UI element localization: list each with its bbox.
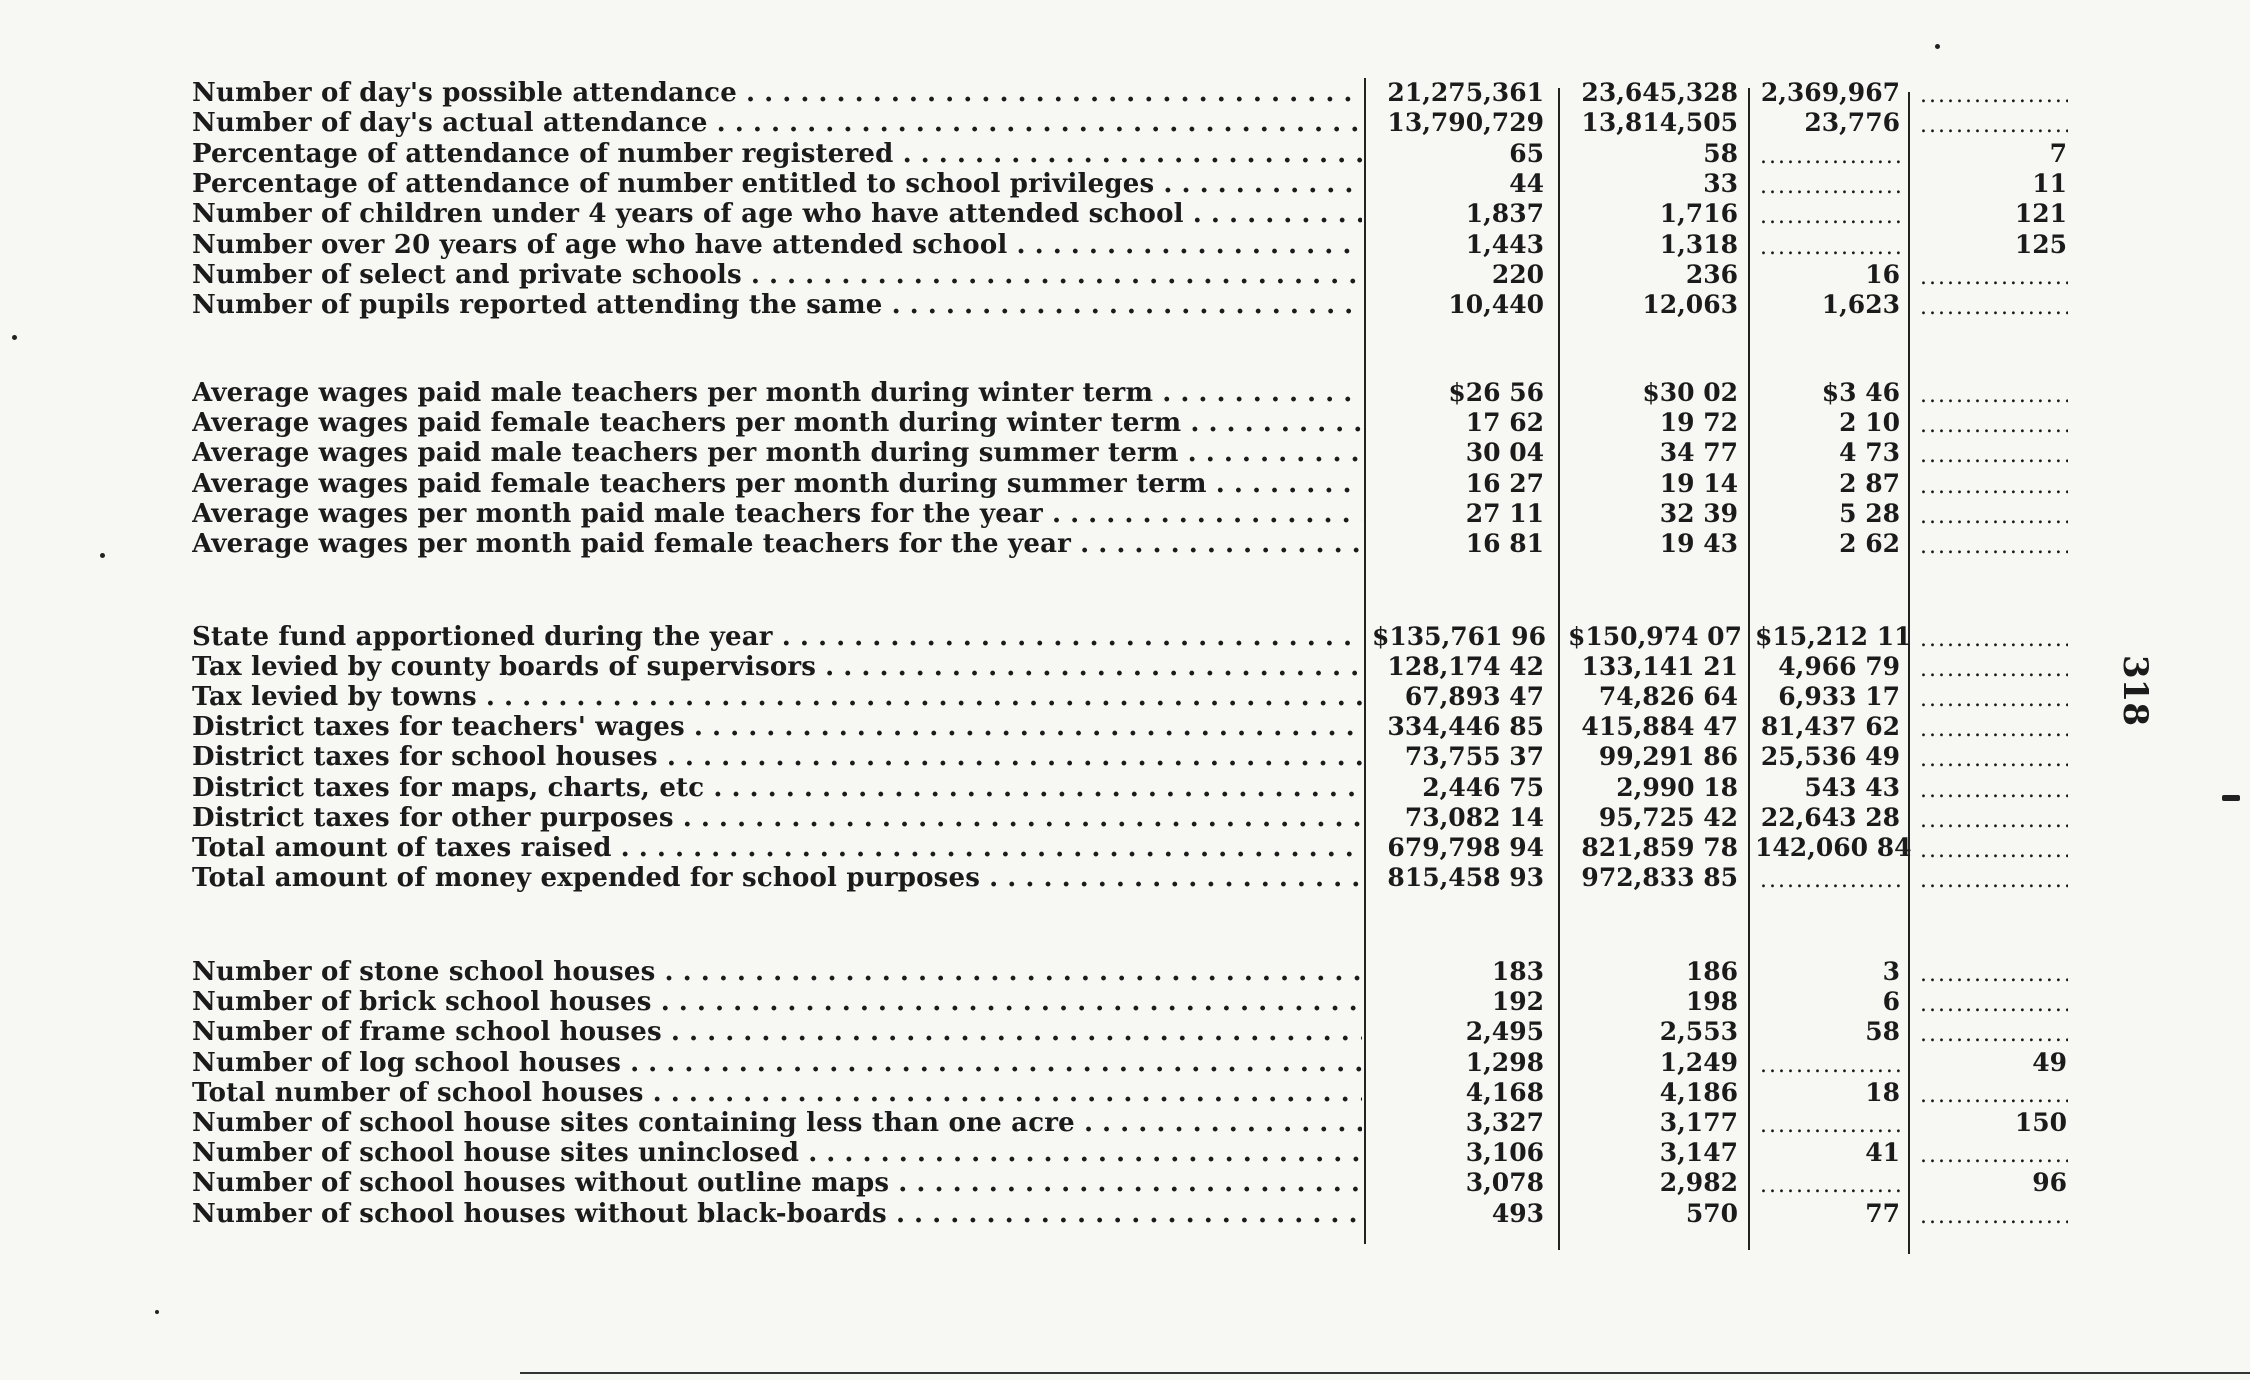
- cell-c1: 3,327: [1465, 1108, 1544, 1137]
- row-label: Number over 20 years of age who have attended school . . .: [192, 230, 1362, 260]
- cell-c1: 2,446 75: [1422, 772, 1544, 802]
- table-row: [0, 290, 2250, 320]
- dot-leader: [1920, 535, 2068, 559]
- cell-c3: 1,623: [1821, 290, 1900, 320]
- cell-c2: 1,716: [1659, 199, 1738, 229]
- cell-c2: 972,833 85: [1581, 862, 1738, 892]
- row-label: Number of school house sites uninclosed . . .: [192, 1138, 1362, 1168]
- table-row: [0, 833, 2250, 863]
- dot-leader: [1920, 266, 2068, 290]
- cell-c2: 13,814,505: [1581, 108, 1738, 138]
- cell-c1: 67,893 47: [1404, 682, 1544, 712]
- cell-c3: 41: [1865, 1138, 1900, 1168]
- dot-leader: [1920, 1084, 2068, 1108]
- row-label: Tax levied by towns . . .: [192, 682, 1362, 712]
- table-row: [0, 499, 2250, 529]
- cell-c1: 65: [1509, 138, 1544, 168]
- table-row: [0, 469, 2250, 499]
- dot-leader: [1760, 175, 1900, 199]
- row-label: Number of select and private schools . . .: [192, 260, 1362, 290]
- dot-leader: [1760, 236, 1900, 260]
- table-row: [0, 1168, 2250, 1198]
- cell-c1: 1,837: [1465, 199, 1544, 229]
- row-label: Number of children under 4 years of age who have attended school . . .: [192, 199, 1362, 229]
- row-label: Average wages per month paid male teachers for the year . . .: [192, 499, 1362, 529]
- ink-spot: [155, 1310, 159, 1314]
- row-label: Total amount of taxes raised . . .: [192, 833, 1362, 863]
- cell-c2: 198: [1685, 987, 1738, 1017]
- row-label: Number of brick school houses . . .: [192, 987, 1362, 1017]
- cell-c4: 49: [2032, 1047, 2067, 1077]
- cell-c1: 815,458 93: [1387, 862, 1544, 892]
- table-row: [0, 712, 2250, 742]
- cell-c3: 23,776: [1804, 108, 1900, 138]
- cell-c3: 3: [1882, 957, 1900, 986]
- dot-leader: [1920, 1023, 2068, 1047]
- cell-c2: 58: [1703, 138, 1738, 168]
- dot-leader: [1920, 384, 2068, 408]
- table-row: [0, 378, 2250, 408]
- table-row: [0, 529, 2250, 559]
- table-row: [0, 1078, 2250, 1108]
- row-label: Number of log school houses . . .: [192, 1048, 1362, 1078]
- cell-c2: 3,147: [1659, 1138, 1738, 1168]
- dot-leader: [1920, 718, 2068, 742]
- cell-c1: 16 27: [1465, 468, 1544, 498]
- cell-c2: 415,884 47: [1581, 712, 1738, 742]
- row-label: Number of school house sites containing less than one acre . . .: [192, 1108, 1362, 1138]
- cell-c2: 19 14: [1659, 468, 1738, 498]
- dot-leader: [1920, 688, 2068, 712]
- table-row: [0, 108, 2250, 138]
- table-row: [0, 169, 2250, 199]
- cell-c1: 16 81: [1465, 529, 1544, 558]
- row-label: Average wages paid female teachers per month during summer term . . .: [192, 469, 1362, 499]
- row-label: Average wages per month paid female teachers for the year . . .: [192, 529, 1362, 559]
- cell-c2: 570: [1685, 1198, 1738, 1228]
- table-row: [0, 742, 2250, 772]
- cell-c1: 1,298: [1465, 1047, 1544, 1077]
- row-label: Total number of school houses . . .: [192, 1078, 1362, 1108]
- cell-c3: 2 87: [1839, 468, 1900, 498]
- cell-c2: 23,645,328: [1581, 78, 1738, 107]
- row-label: Number of day's actual attendance . . .: [192, 108, 1362, 138]
- cell-c3: 2,369,967: [1760, 78, 1900, 107]
- row-label: Number of school houses without black-boards . . .: [192, 1199, 1362, 1229]
- cell-c3: 25,536 49: [1760, 742, 1900, 772]
- row-label: District taxes for maps, charts, etc . . .: [192, 773, 1362, 803]
- row-label: Number of frame school houses . . .: [192, 1017, 1362, 1047]
- dot-leader: [1920, 839, 2068, 863]
- table-row: [0, 652, 2250, 682]
- table-row: [0, 438, 2250, 468]
- cell-c3: 4,966 79: [1778, 652, 1900, 682]
- cell-c2: 3,177: [1659, 1108, 1738, 1137]
- table-row: [0, 773, 2250, 803]
- table-row: [0, 1199, 2250, 1229]
- table-row: [0, 1048, 2250, 1078]
- cell-c2: $150,974 07: [1568, 622, 1742, 651]
- cell-c3: 142,060 84: [1755, 832, 1912, 862]
- dot-leader: [1920, 475, 2068, 499]
- cell-c2: 4,186: [1659, 1077, 1738, 1107]
- table-row: [0, 957, 2250, 987]
- cell-c4: 11: [2032, 168, 2067, 198]
- cell-c3: 81,437 62: [1760, 712, 1900, 742]
- cell-c3: 6: [1882, 987, 1900, 1017]
- cell-c2: 1,318: [1659, 229, 1738, 259]
- table-row: [0, 78, 2250, 108]
- cell-c1: 73,082 14: [1404, 802, 1544, 832]
- table-row: [0, 1017, 2250, 1047]
- row-label: Number of stone school houses . . .: [192, 957, 1362, 987]
- dot-leader: [1920, 993, 2068, 1017]
- dot-leader: [1920, 628, 2068, 652]
- cell-c4: 96: [2032, 1168, 2067, 1198]
- cell-c1: 334,446 85: [1387, 712, 1544, 742]
- cell-c3: 2 62: [1839, 529, 1900, 558]
- dot-leader: [1920, 414, 2068, 438]
- cell-c1: 220: [1491, 259, 1544, 289]
- dot-leader: [1920, 444, 2068, 468]
- cell-c1: 21,275,361: [1387, 78, 1544, 107]
- cell-c1: 4,168: [1465, 1077, 1544, 1107]
- table-row: [0, 260, 2250, 290]
- cell-c1: 17 62: [1465, 408, 1544, 438]
- cell-c2: 236: [1685, 259, 1738, 289]
- cell-c1: 10,440: [1448, 290, 1544, 320]
- table-row: [0, 230, 2250, 260]
- cell-c1: 1,443: [1465, 229, 1544, 259]
- cell-c2: 2,982: [1659, 1168, 1738, 1198]
- cell-c4: 125: [2014, 229, 2067, 259]
- dot-leader: [1920, 658, 2068, 682]
- dot-leader: [1920, 1205, 2068, 1229]
- cell-c2: 74,826 64: [1598, 682, 1738, 712]
- cell-c2: 2,990 18: [1616, 772, 1738, 802]
- cell-c2: 2,553: [1659, 1017, 1738, 1047]
- dot-leader: [1760, 145, 1900, 169]
- cell-c3: 22,643 28: [1760, 802, 1900, 832]
- dot-leader: [1760, 869, 1900, 893]
- row-label: Percentage of attendance of number entitled to school privileges . . .: [192, 169, 1362, 199]
- bottom-rule: [520, 1372, 2250, 1374]
- cell-c2: 1,249: [1659, 1047, 1738, 1077]
- table-row: [0, 1108, 2250, 1138]
- cell-c3: $3 46: [1821, 378, 1900, 407]
- dot-leader: [1920, 869, 2068, 893]
- cell-c3: $15,212 11: [1755, 622, 1912, 651]
- cell-c2: 33: [1703, 168, 1738, 198]
- cell-c1: 27 11: [1465, 498, 1544, 528]
- row-label: Percentage of attendance of number registered . . .: [192, 139, 1362, 169]
- cell-c2: 99,291 86: [1598, 742, 1738, 772]
- row-label: District taxes for other purposes . . .: [192, 803, 1362, 833]
- row-label: Total amount of money expended for school purposes . . .: [192, 863, 1362, 893]
- cell-c2: 19 43: [1659, 529, 1738, 558]
- dot-leader: [1920, 84, 2068, 108]
- page-number: 318: [2115, 655, 2155, 726]
- dot-leader: [1760, 1054, 1900, 1078]
- cell-c2: 19 72: [1659, 408, 1738, 438]
- cell-c4: 121: [2014, 199, 2067, 229]
- table-row: [0, 803, 2250, 833]
- row-label: State fund apportioned during the year . . .: [192, 622, 1362, 652]
- cell-c1: 493: [1491, 1198, 1544, 1228]
- ink-spot: [12, 335, 17, 340]
- dot-leader: [1920, 296, 2068, 320]
- cell-c1: 2,495: [1465, 1017, 1544, 1047]
- cell-c1: $26 56: [1448, 378, 1544, 407]
- row-label: District taxes for school houses . . .: [192, 742, 1362, 772]
- cell-c3: 5 28: [1839, 498, 1900, 528]
- cell-c1: 183: [1491, 957, 1544, 986]
- ink-spot: [1935, 44, 1940, 49]
- table-row: [0, 987, 2250, 1017]
- cell-c1: $135,761 96: [1372, 622, 1546, 651]
- cell-c2: 821,859 78: [1581, 832, 1738, 862]
- cell-c1: 44: [1509, 168, 1544, 198]
- dot-leader: [1920, 748, 2068, 772]
- row-label: Number of day's possible attendance . . .: [192, 78, 1362, 108]
- table-row: [0, 408, 2250, 438]
- cell-c3: 16: [1865, 259, 1900, 289]
- row-label: Number of school houses without outline maps . . .: [192, 1168, 1362, 1198]
- dot-leader: [1920, 505, 2068, 529]
- row-label: Tax levied by county boards of supervisors . . .: [192, 652, 1362, 682]
- cell-c1: 30 04: [1465, 438, 1544, 468]
- cell-c2: 95,725 42: [1598, 802, 1738, 832]
- cell-c3: 543 43: [1804, 772, 1900, 802]
- table-row: [0, 199, 2250, 229]
- dot-leader: [1920, 809, 2068, 833]
- dot-leader: [1920, 1144, 2068, 1168]
- cell-c1: 3,106: [1465, 1138, 1544, 1168]
- cell-c2: 34 77: [1659, 438, 1738, 468]
- cell-c1: 128,174 42: [1387, 652, 1544, 682]
- dot-leader: [1920, 963, 2068, 987]
- table-row: [0, 139, 2250, 169]
- table-row: [0, 622, 2250, 652]
- cell-c3: 2 10: [1839, 408, 1900, 438]
- cell-c4: 150: [2014, 1108, 2067, 1137]
- row-label: Average wages paid male teachers per month during summer term . . .: [192, 438, 1362, 468]
- dot-leader: [1760, 205, 1900, 229]
- cell-c1: 192: [1491, 987, 1544, 1017]
- cell-c1: 3,078: [1465, 1168, 1544, 1198]
- cell-c2: $30 02: [1642, 378, 1738, 407]
- cell-c1: 73,755 37: [1404, 742, 1544, 772]
- cell-c2: 32 39: [1659, 498, 1738, 528]
- dot-leader: [1760, 1114, 1900, 1138]
- table-row: [0, 863, 2250, 893]
- row-label: Average wages paid male teachers per month during winter term . . .: [192, 378, 1362, 408]
- dot-leader: [1920, 114, 2068, 138]
- table-row: [0, 1138, 2250, 1168]
- cell-c3: 77: [1865, 1198, 1900, 1228]
- dot-leader: [1920, 779, 2068, 803]
- cell-c1: 679,798 94: [1387, 832, 1544, 862]
- cell-c3: 6,933 17: [1778, 682, 1900, 712]
- row-label: Number of pupils reported attending the same . . .: [192, 290, 1362, 320]
- cell-c4: 7: [2049, 138, 2067, 168]
- row-label: District taxes for teachers' wages . . .: [192, 712, 1362, 742]
- dot-leader: [1760, 1174, 1900, 1198]
- row-label: Average wages paid female teachers per month during winter term . . .: [192, 408, 1362, 438]
- cell-c1: 13,790,729: [1387, 108, 1544, 138]
- cell-c3: 4 73: [1839, 438, 1900, 468]
- table-row: [0, 682, 2250, 712]
- cell-c2: 186: [1685, 957, 1738, 986]
- cell-c3: 18: [1865, 1077, 1900, 1107]
- cell-c3: 58: [1865, 1017, 1900, 1047]
- cell-c2: 133,141 21: [1581, 652, 1738, 682]
- cell-c2: 12,063: [1642, 290, 1738, 320]
